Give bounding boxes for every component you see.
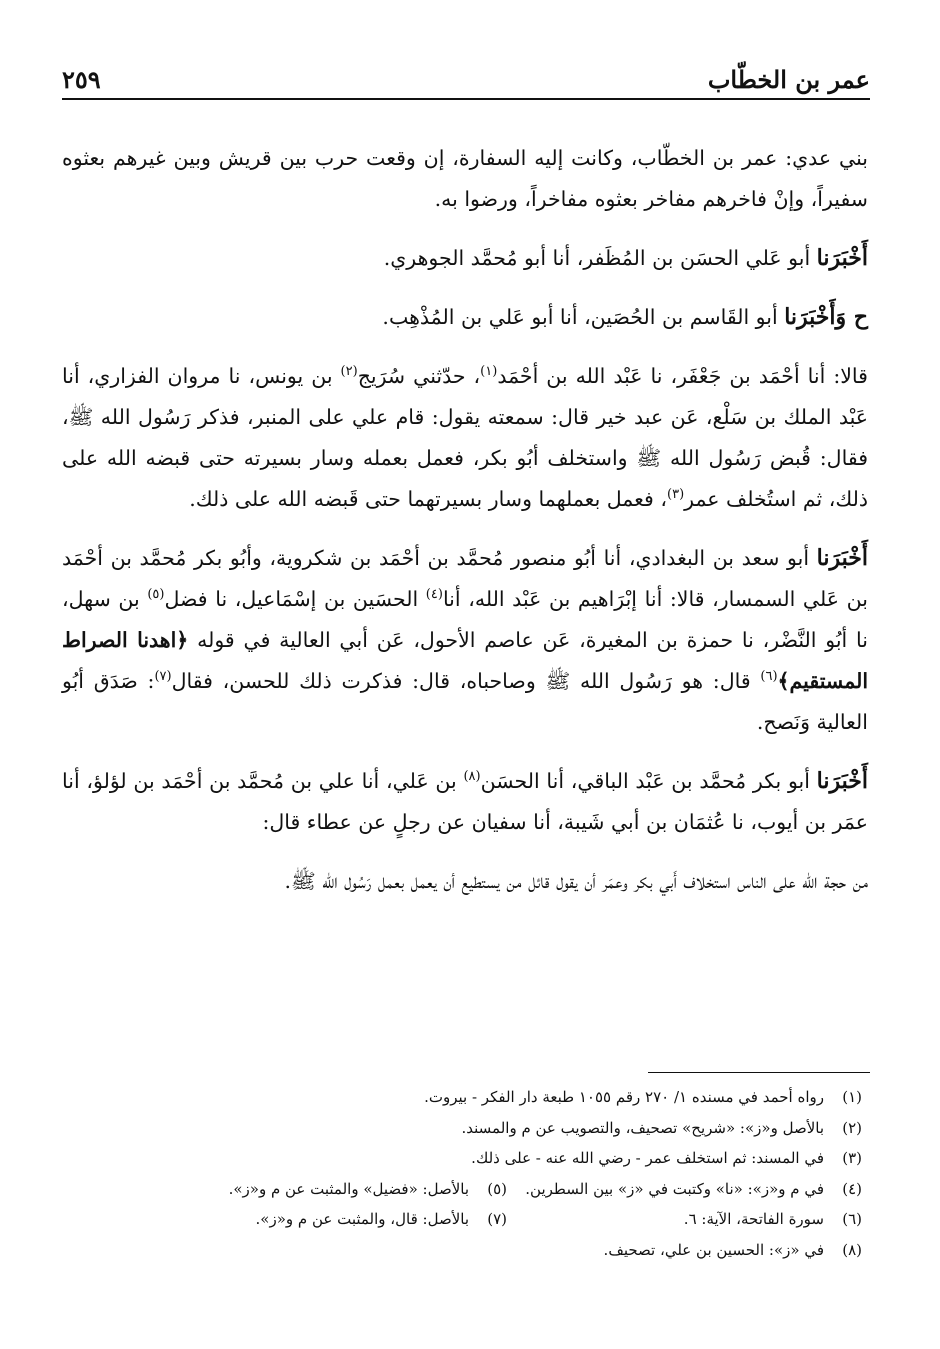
footnote-ref-2[interactable]: (٢) <box>340 364 358 380</box>
isnad-lead: أَخْبَرَنا <box>816 245 868 271</box>
footnote-number: (٨) <box>842 1240 862 1259</box>
footnote <box>507 1174 862 1205</box>
footnote <box>507 1235 862 1266</box>
footnote-number: (٣) <box>842 1149 862 1167</box>
footnote-separator <box>648 1072 870 1073</box>
isnad-lead: أَخْبَرَنا <box>816 545 868 571</box>
paragraph-2-text: أبو عَلي الحسَن بن المُظَفر، أنا أبو مُحمَّد الجوهري. <box>383 246 817 270</box>
footnote-ref-5[interactable]: (٥) <box>147 587 165 603</box>
footnote-ref-4[interactable]: (٤) <box>425 587 443 603</box>
paragraph-5 <box>62 538 868 743</box>
footnote-text: بالأصل: قال، والمثبت عن م و«ز». <box>255 1210 469 1228</box>
isnad-lead: أَخْبَرَنا <box>816 768 868 794</box>
paragraph-4 <box>62 356 868 520</box>
footnote-row <box>150 1174 862 1205</box>
footnote-ref-3[interactable]: (٣) <box>667 487 685 503</box>
footnote-number: (٢) <box>842 1118 862 1137</box>
footnote-number: (٥) <box>487 1179 507 1198</box>
paragraph-5-text-c: بن سهل، نا أبُو النَّضْر، نا حمزة بن المغيرة، عَن عاصم الأحول، عَن أبي العالية في قوله <box>62 587 868 652</box>
paragraph-1-text: بني عدي: عمر بن الخطّاب، وكانت إليه السفارة، إن وقعت حرب بين قريش وبين غيرهم بعثوه سفيراً، وإنْ فاخرهم مفاخر بعثوه مفاخراً، ورضوا به. <box>62 146 868 211</box>
paragraph-1 <box>62 138 868 220</box>
footnote-ref-6[interactable]: (٦) <box>760 669 778 685</box>
footnote-row <box>150 1143 862 1174</box>
footnote-number: (٦) <box>842 1210 862 1228</box>
paragraph-4-text-d: ، فعمل بعملهما وسار بسيرتهما حتى قَبضه الله على ذلك. <box>189 487 667 511</box>
running-title: عمر بن الخطّاب <box>707 65 870 94</box>
page-header <box>62 58 870 100</box>
paragraph-5-text-a: أبو سعد بن البغدادي، أنا أبُو منصور مُحمَّد بن أحْمَد بن شكروية، وأبُو بكر مُحمَّد بن أحْمَد بن عَلي السمسار، قالا: أنا إبْرَاهيم بن عَبْد الله، أنا <box>62 546 868 611</box>
paragraph-2 <box>62 238 868 279</box>
quran-verse: ﴿اهدنا الصراط المستقيم﴾ <box>62 628 869 693</box>
page-number: ٢٥٩ <box>62 65 101 94</box>
footnote-number: (٤) <box>842 1179 862 1198</box>
isnad-lead: ح وَأَخْبَرَنا <box>784 304 868 330</box>
paragraph-4-text-a: قالا: أنا أحْمَد بن جَعْفَر، نا عَبْد الله بن أحْمَد <box>497 364 868 388</box>
paragraph-6-text-b: بن عَلي، أنا علي بن مُحمَّد بن أحْمَد بن لؤلؤ، أنا عمَر بن أيوب، نا عُثمَان بن أبي شَيبة، أنا سفيان عن رجلٍ عن عطاء قال: <box>62 769 868 834</box>
paragraph-7-text: من حجة الله على الناس استخلاف أَبي بكر وعمَر أن يقول قائل من يستطيع أن يعمل بعمل رَسُول الله ﷺ. <box>284 869 868 893</box>
footnote <box>424 1082 862 1113</box>
footnote-row <box>150 1204 862 1235</box>
paragraph-3 <box>62 297 868 338</box>
footnote <box>229 1174 507 1205</box>
paragraph-4-text-b: ، حدّثني سُرَيج <box>357 364 481 388</box>
footnote <box>471 1143 862 1174</box>
footnote <box>507 1204 862 1235</box>
footnote-number: (١) <box>842 1088 862 1106</box>
paragraph-6-text-a: أبو بكر مُحمَّد بن عَبْد الباقي، أنا الحسَن <box>480 769 817 793</box>
paragraph-5-text-b: الحسَين بن إسْمَاعيل، نا فضل <box>164 587 426 611</box>
footnote-row <box>150 1235 862 1266</box>
footnote-text: رواه أحمد في مسنده ١/ ٢٧٠ رقم ١٠٥٥ طبعة دار الفكر - بيروت. <box>424 1088 824 1106</box>
footnote-text: في م و«ز»: «نا» وكتبت في «ز» بين السطرين. <box>525 1179 824 1198</box>
footnote-text: في «ز»: الحسين بن علي، تصحيف. <box>603 1240 824 1259</box>
paragraph-5-text-d: قال: هو رَسُول الله ﷺ وصاحباه، قال: فذكرت ذلك للحسن، فقال <box>171 669 761 693</box>
footnote-ref-7[interactable]: (٧) <box>154 669 172 685</box>
footnotes <box>150 1082 862 1265</box>
footnote <box>256 1204 507 1235</box>
footnote-row <box>150 1113 862 1144</box>
paragraph-7 <box>62 861 868 902</box>
footnote-text: بالأصل: «فضيل» والمثبت عن م و«ز». <box>228 1179 469 1198</box>
paragraph-6 <box>62 761 868 843</box>
footnote-text: في المسند: ثم استخلف عمر - رضي الله عنه - على ذلك. <box>471 1149 824 1167</box>
footnote-ref-1[interactable]: (١) <box>480 364 498 380</box>
footnote <box>461 1113 862 1144</box>
paragraph-3-text: أبو القَاسم بن الحُصَين، أنا أبو عَلي بن المُذْهِب. <box>382 305 785 329</box>
footnote-number: (٧) <box>487 1210 507 1228</box>
footnote-row <box>150 1082 862 1113</box>
paragraph-5-text-e: : صَدَق أبُو العالية وَنَصح. <box>62 669 868 734</box>
footnote-ref-8[interactable]: (٨) <box>463 769 481 785</box>
main-text <box>62 138 868 920</box>
footnote-text: سورة الفاتحة، الآية: ٦. <box>683 1210 824 1228</box>
paragraph-4-text-c: بن يونس، نا مروان الفزاري، أنا عَبْد الملك بن سَلْع، عَن عبد خير قال: سمعته يقول: قام علي على المنبر، فذكر رَسُول الله ﷺ، فقال: قُبض رَسُول الله ﷺ واستخلف أبُو بكر، فعمل بعمله وسار بسيرته حتى قبضه الله على ذلك، ثم استُخلف عمر <box>62 364 868 511</box>
footnote-text: بالأصل و«ز»: «شريح» تصحيف، والتصويب عن م والمسند. <box>461 1118 824 1137</box>
